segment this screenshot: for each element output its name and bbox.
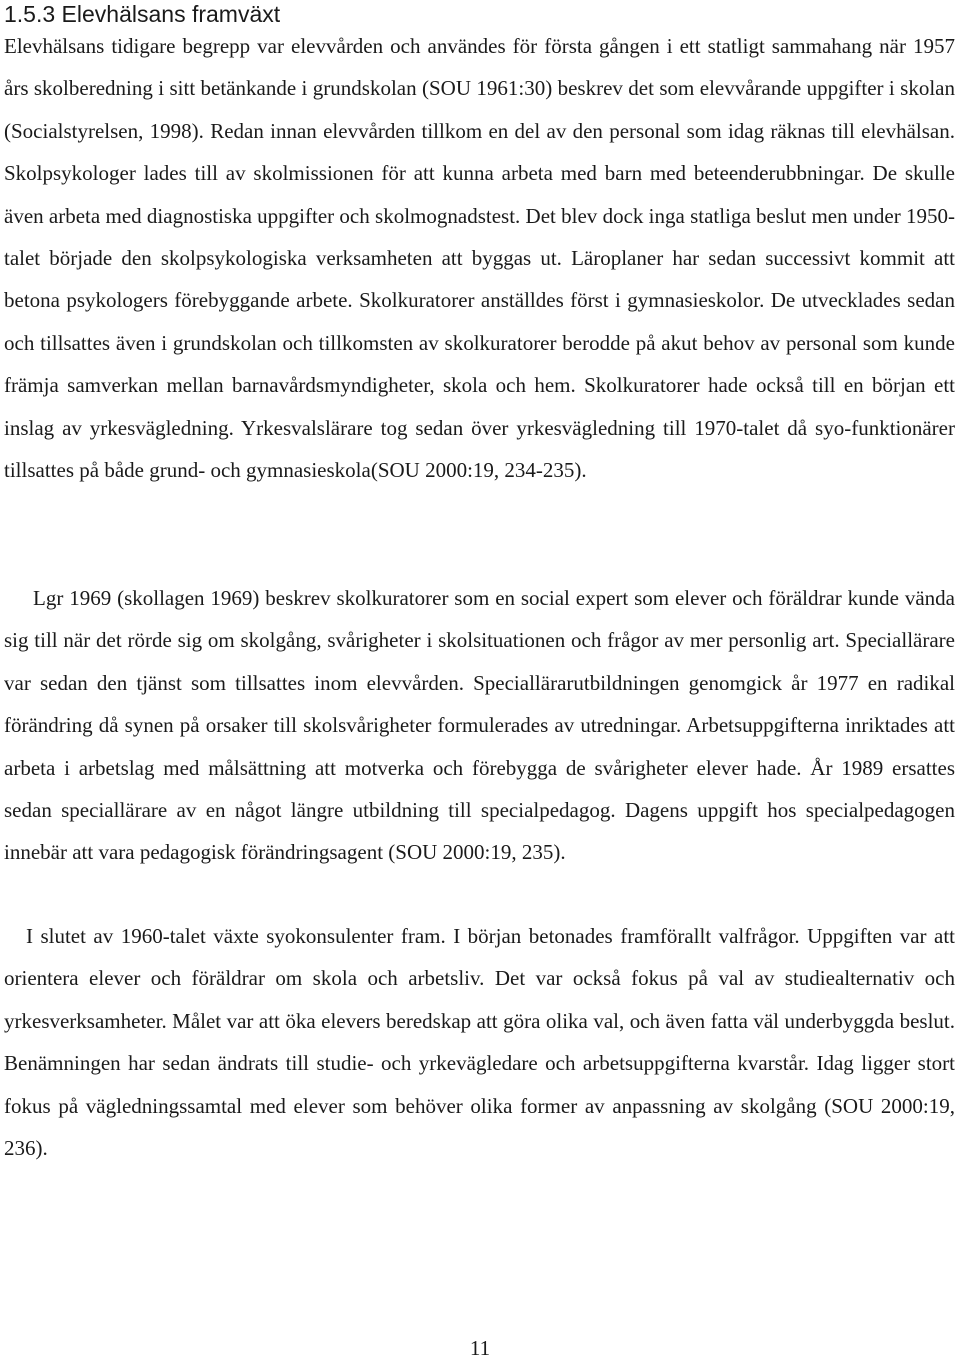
paragraph-1: Elevhälsans tidigare begrepp var elevvården och användes för första gången i ett statligt sammahang när 1957 års skolberedning i sitt betänkande i grundskolan (SOU 1961:30) beskrev det som elevvårande uppgifter i skolan (Socialstyrelsen, 1998). Redan innan elevvården tillkom en del av den personal som idag räknas till elevhälsan. Skolpsykologer lades till av skolmissionen för att kunna arbeta med barn med beteenderubbningar. De skulle även arbeta med diagnostiska uppgifter och skolmognadstest. Det blev dock inga statliga beslut men under 1950-talet började den skolpsykologiska verksamheten att byggas ut. Läroplaner har sedan successivt kommit att betona psykologers förebyggande arbete. Skolkuratorer anställdes först i gymnasieskolor. De utvecklades sedan och tillsattes även i grundskolan och tillkomsten av skolkuratorer berodde på akut behov av personal som kunde främja samverkan mellan barnavårdsmyndigheter, skola och hem. Skolkuratorer hade också till en början ett inslag av yrkesvägledning. Yrkesvalslärare tog sedan över yrkesvägledning till 1970-talet då syo-funktionärer tillsattes på både grund- och gymnasieskola(SOU 2000:19, 234-235). [4, 34, 955, 483]
section-heading: 1.5.3 Elevhälsans framväxt [4, 1, 281, 27]
page-number: 11 [469, 1336, 491, 1360]
paragraph-2: Lgr 1969 (skollagen 1969) beskrev skolkuratorer som en social expert som elever och föräldrar kunde vända sig till när det rörde sig om skolgång, svårigheter i skolsituationen och frågor av mer personlig art. Speciallärare var sedan den tjänst som tillsattes inom elevvården. Speciallärarutbildningen genomgick år 1977 en radikal förändring då synen på orsaker till skolsvårigheter formulerades av utredningar. Arbetsuppgifterna inriktades att arbeta i arbetslag med målsättning att motverka och förebygga de svårigheter elever hade. År 1989 ersattes sedan speciallärare av en något längre utbildning till specialpedagog. Dagens uppgift hos specialpedagogen innebär att vara pedagogisk förändringsagent (SOU 2000:19, 235). [4, 586, 955, 865]
paragraph-3: I slutet av 1960-talet växte syokonsulenter fram. I början betonades framförallt valfrågor. Uppgiften var att orientera elever och föräldrar om skola och arbetsliv. Det var också fokus på val av studiealternativ och yrkesverksamheter. Målet var att öka elevers beredskap att göra olika val, och även fatta väl underbyggda beslut. Benämningen har sedan ändrats till studie- och yrkevägledare och arbetsuppgifterna kvarstår. Idag ligger stort fokus på vägledningssamtal med elever som behöver olika former av anpassning av skolgång (SOU 2000:19, 236). [4, 924, 955, 1161]
